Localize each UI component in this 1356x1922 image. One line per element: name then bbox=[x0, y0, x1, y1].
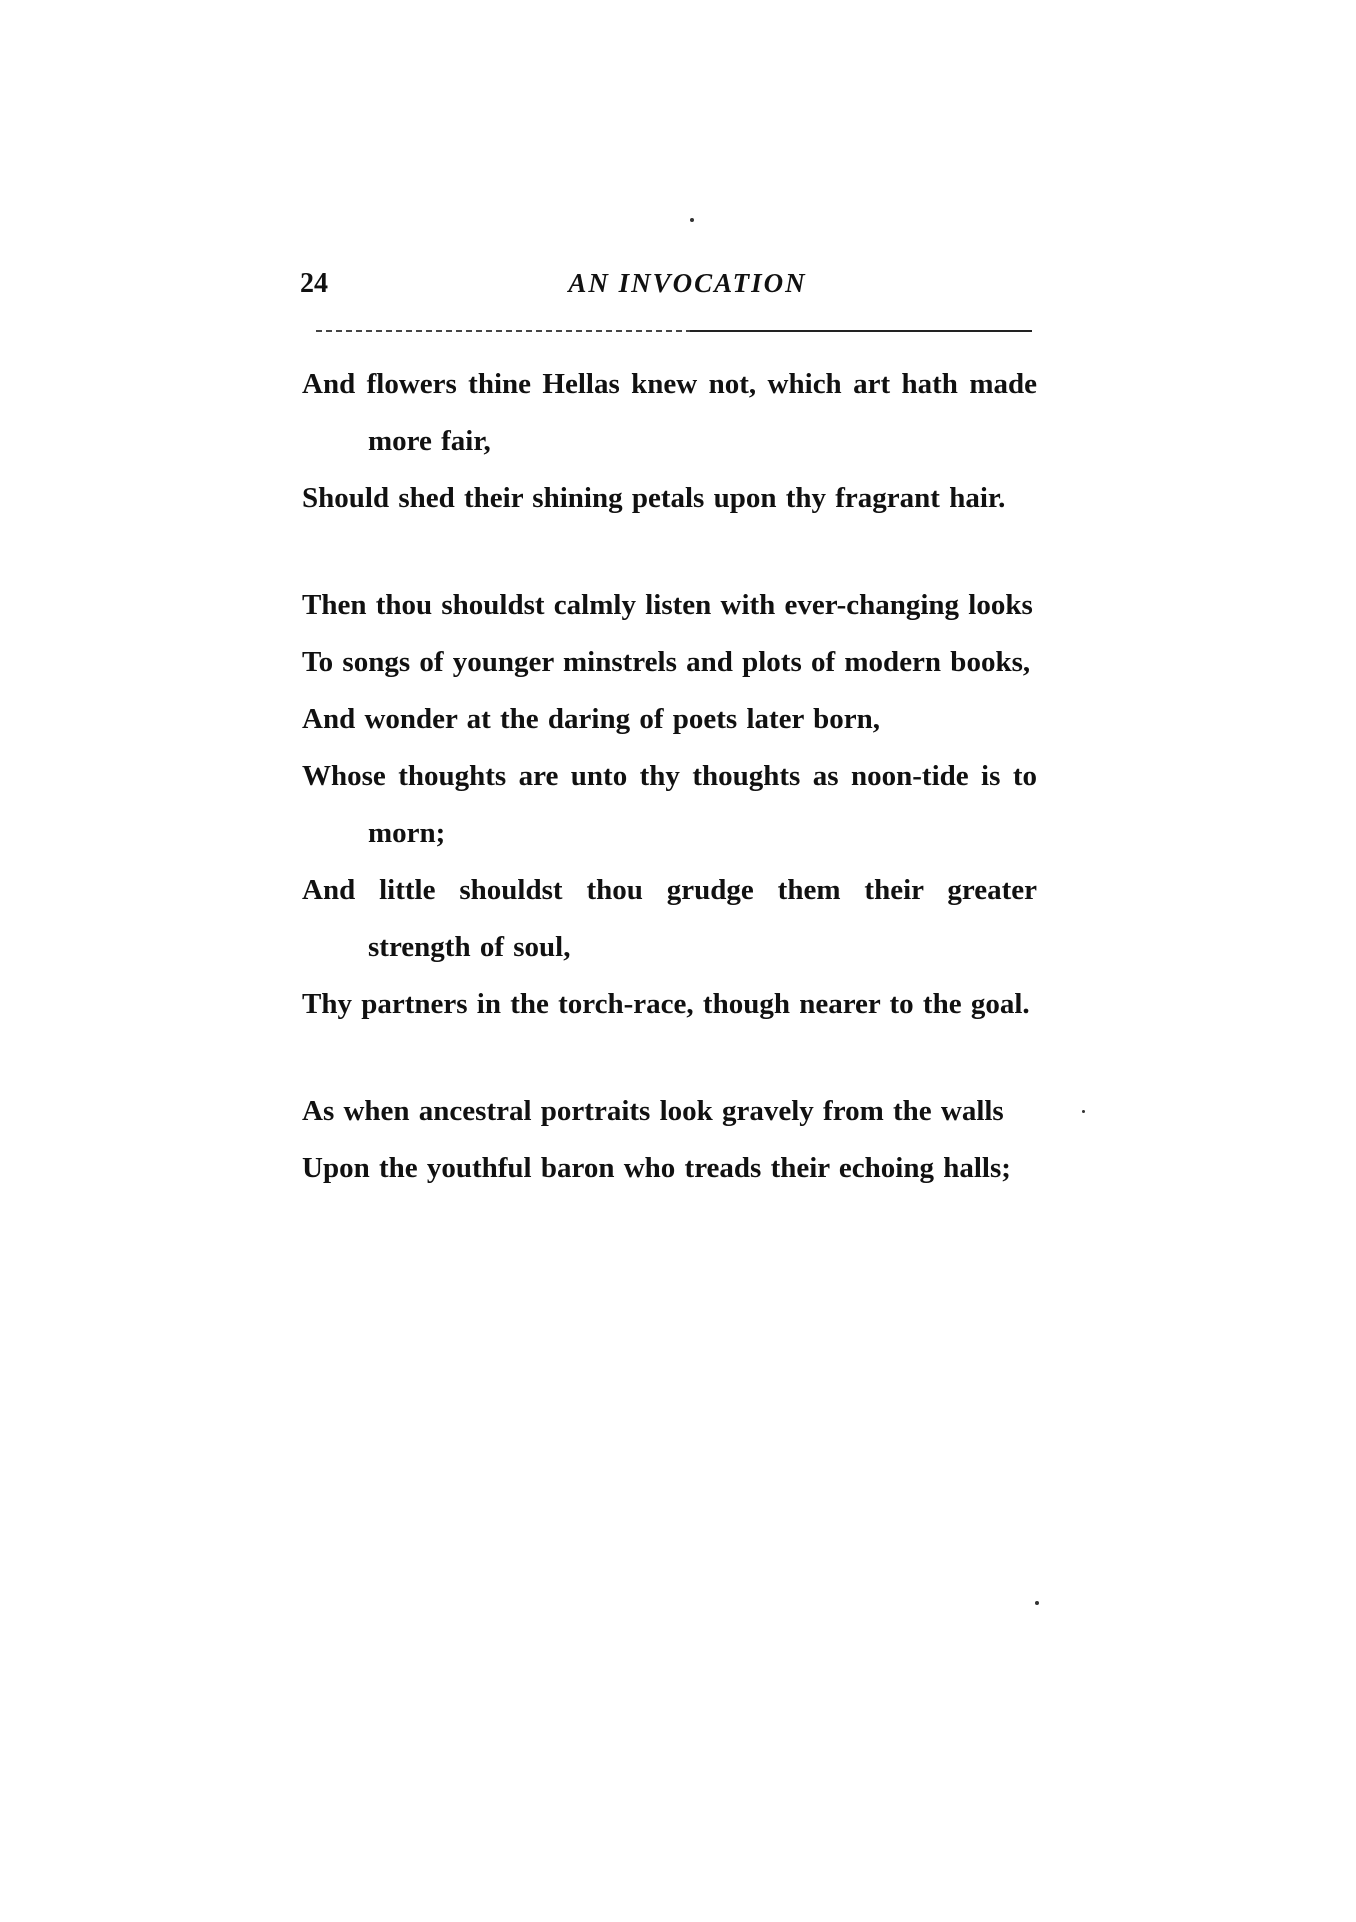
verse-line: And wonder at the daring of poets later born, bbox=[302, 703, 881, 735]
verse-line: And flowers thine Hellas knew not, which art hath made more fair, bbox=[302, 368, 1037, 457]
stanza bbox=[302, 577, 1037, 1033]
verse-line: Should shed their shining petals upon thy fragrant hair. bbox=[302, 482, 1006, 514]
stanza bbox=[302, 1083, 1037, 1197]
verse-line: And little shouldst thou grudge them their greater strength of soul, bbox=[302, 874, 1037, 963]
poem-body bbox=[302, 356, 1037, 1247]
verse-line: To songs of younger minstrels and plots of modern books, bbox=[302, 646, 1031, 678]
verse-line: Then thou shouldst calmly listen with ever-changing looks bbox=[302, 589, 1033, 621]
running-head: AN INVOCATION bbox=[568, 268, 807, 298]
verse-line: Whose thoughts are unto thy thoughts as noon-tide is to morn; bbox=[302, 760, 1037, 849]
ink-speck bbox=[1035, 1601, 1039, 1605]
verse-line: Thy partners in the torch-race, though nearer to the goal. bbox=[302, 988, 1030, 1020]
stanza bbox=[302, 356, 1037, 527]
ink-speck bbox=[1082, 1110, 1085, 1113]
verse-line: Upon the youthful baron who treads their echoing halls; bbox=[302, 1152, 1011, 1184]
page-header bbox=[300, 268, 1035, 308]
ink-speck bbox=[690, 218, 694, 222]
header-rule bbox=[690, 330, 1032, 332]
verse-line: As when ancestral portraits look gravely from the walls bbox=[302, 1095, 1004, 1127]
page-number: 24 bbox=[300, 268, 328, 299]
